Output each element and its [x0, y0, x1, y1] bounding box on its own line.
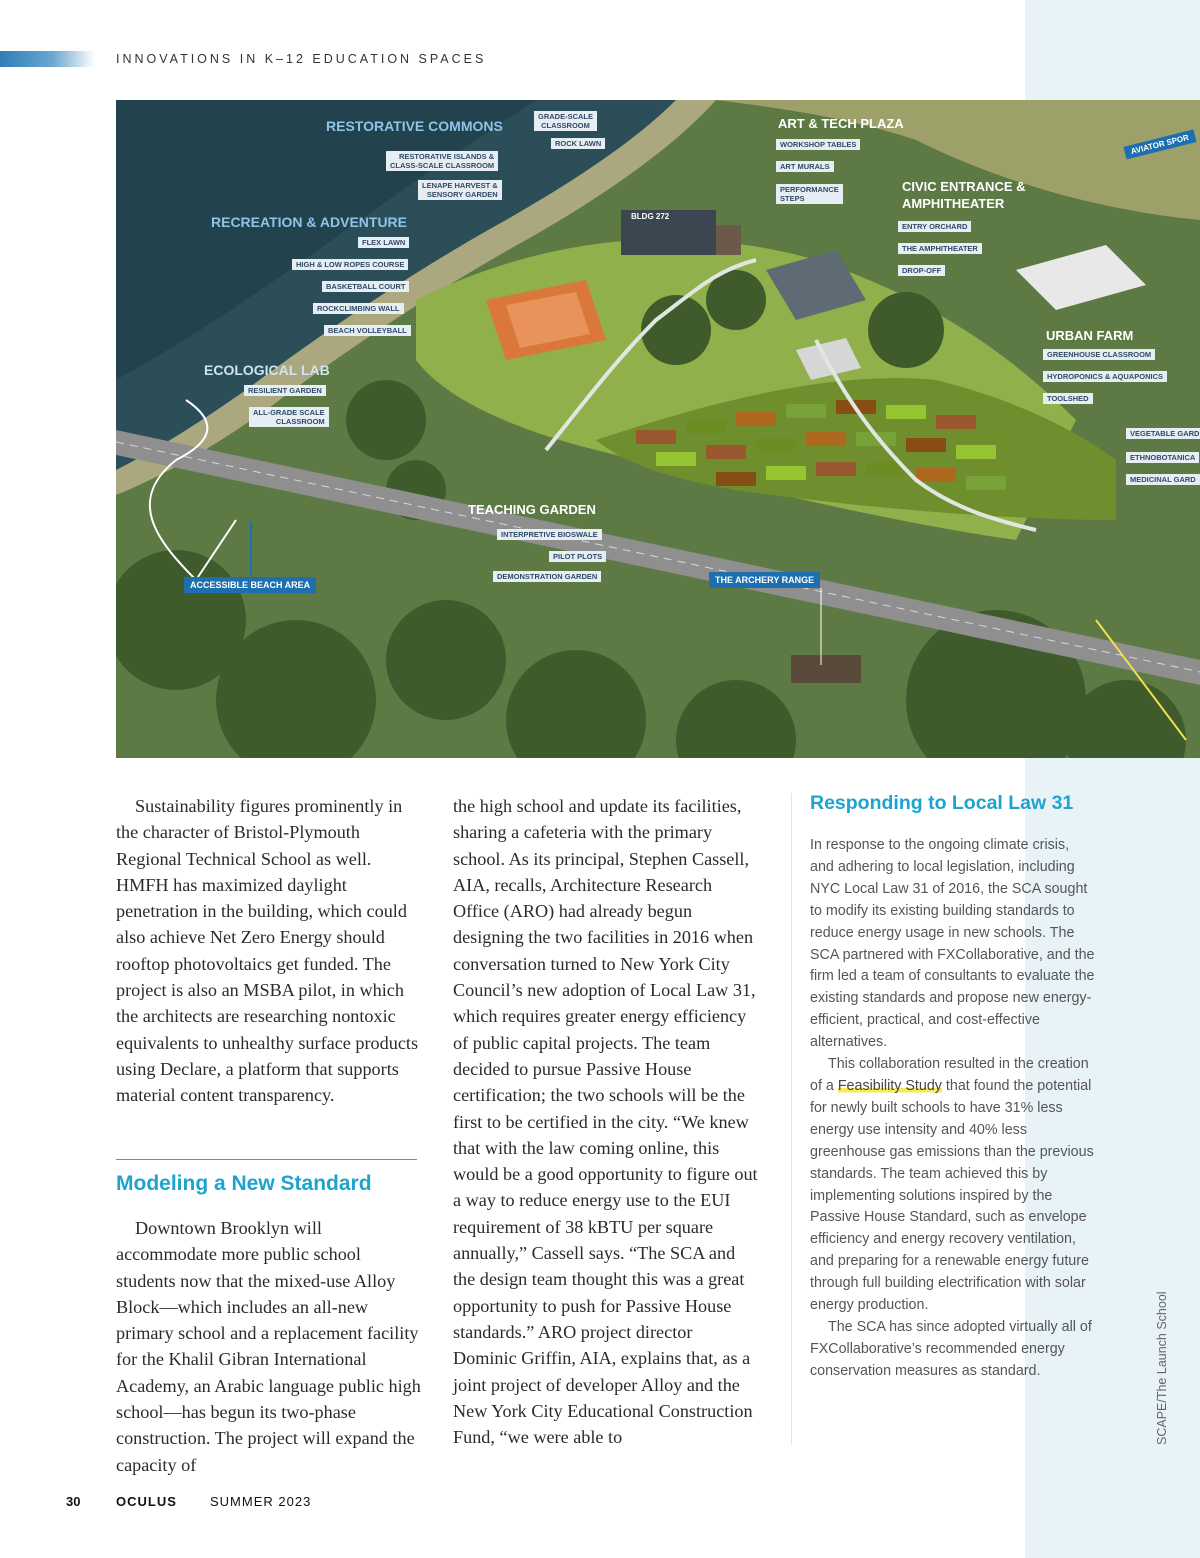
- tag-rockclimbing-wall: ROCKCLIMBING WALL: [313, 303, 404, 314]
- body-paragraph: the high school and update its facilities, sharing a cafeteria with the primary school. As its principal, Stephen Cassell, AIA, recalls, Architecture Research Office (ARO) had already begun designing the two facilities in 2016 when conversation turned to New York City Council’s new adoption of Local Law 31, which requires greater energy efficiency of public capital projects. The team decided to pursue Passive House certification; the two schools will be the first to be certified in the city. “We knew that with the law coming online, this would be a good opportunity to figure out a way to reduce energy use to the EUI requirement of 38 kBTU per square annually,” Cassell says. “The SCA and the design team thought this was a great opportunity to push for Passive House standards.” ARO project director Dominic Griffin, AIA, explains that, as a joint project of developer Alloy and the New York City Educational Construction Fund, “we were able to: [453, 796, 758, 1448]
- tag-vegetable-garden: VEGETABLE GARD: [1126, 428, 1200, 439]
- photo-credit: SCAPE/The Launch School: [1155, 1291, 1169, 1445]
- page-number: 30: [66, 1494, 81, 1509]
- tag-bldg-272: BLDG 272: [631, 212, 670, 221]
- magazine-name: OCULUS: [116, 1494, 177, 1509]
- zone-label-ecological-lab: ECOLOGICAL LAB: [204, 362, 330, 378]
- sidebar-paragraph: The SCA has since adopted virtually all of FXCollaborative’s recommended energy conservation measures as standard.: [810, 1318, 1092, 1379]
- zone-label-urban-farm: URBAN FARM: [1046, 328, 1134, 343]
- column-divider: [791, 793, 792, 1445]
- tag-accessible-beach-area: ACCESSIBLE BEACH AREA: [184, 577, 316, 593]
- tag-grade-scale-classroom: [534, 111, 597, 131]
- tag-medicinal-garden: MEDICINAL GARD: [1126, 474, 1200, 485]
- tag-performance-steps: [776, 184, 843, 204]
- zone-label-teaching-garden: TEACHING GARDEN: [468, 502, 596, 517]
- tag-text: STEPS: [780, 194, 805, 203]
- sidebar-paragraph: [810, 1054, 1095, 1317]
- tag-text: CLASSROOM: [541, 121, 590, 130]
- tag-text: LENAPE HARVEST &: [422, 181, 498, 190]
- zone-label-restorative-commons: RESTORATIVE COMMONS: [326, 118, 503, 134]
- sidebar-box: [810, 789, 1095, 1383]
- issue-date: SUMMER 2023: [210, 1494, 312, 1509]
- body-paragraph: Downtown Brooklyn will accommodate more public school students now that the mixed-use Alloy Block—which includes an all-new primary school and a replacement facility for the Khalil Gibran International Academy, an Arabic language public high school—has begun its two-phase construction. The project will expand the capacity of: [116, 1218, 421, 1475]
- zone-label-art-tech: ART & TECH PLAZA: [778, 116, 904, 131]
- tag-basketball-court: BASKETBALL COURT: [322, 281, 409, 292]
- article-column-2: [453, 793, 758, 1450]
- feasibility-study-link[interactable]: Feasibility Study: [837, 1077, 942, 1094]
- site-plan-rendering: [116, 100, 1200, 758]
- sidebar-text: This collaboration resulted in the creation of a: [810, 1056, 1089, 1094]
- tag-entry-orchard: ENTRY ORCHARD: [898, 221, 971, 232]
- tag-all-grade-classroom: [249, 407, 329, 427]
- tag-pilot-plots: PILOT PLOTS: [549, 551, 606, 562]
- section-heading: Modeling a New Standard: [116, 1172, 372, 1195]
- body-paragraph: Sustainability figures prominently in the character of Bristol-Plymouth Regional Technical School as well. HMFH has maximized daylight penetration in the building, which could also achieve Net Zero Energy should rooftop photovoltaics get funded. The project is also an MSBA pilot, in which the architects are researching nontoxic equivalents to unhealthy surface products using Declare, a platform that supports material content transparency.: [116, 796, 419, 1106]
- tag-drop-off: DROP-OFF: [898, 265, 945, 276]
- sidebar-text: that found the potential for newly built schools to have 31% less energy use intensity and 40% less greenhouse gas emissions than the previous standards. The team achieved this by implementing solutions inspired by the Passive House Standard, such as envelope efficiency and energy recovery ventilation, and preparing for a renewable energy future through full building electrification with solar energy production.: [810, 1077, 1094, 1314]
- sidebar-body: [810, 835, 1095, 1383]
- section-divider: [116, 1159, 417, 1160]
- sidebar-heading: Responding to Local Law 31: [810, 792, 1074, 814]
- tag-beach-volleyball: BEACH VOLLEYBALL: [324, 325, 411, 336]
- tag-text: CLASS-SCALE CLASSROOM: [390, 161, 495, 170]
- zone-label-recreation: RECREATION & ADVENTURE: [211, 214, 408, 230]
- zone-label-amphitheater: AMPHITHEATER: [902, 196, 1005, 211]
- header-accent-bar: [0, 51, 95, 67]
- tag-resilient-garden: RESILIENT GARDEN: [244, 385, 326, 396]
- tag-aviator-sports: AVIATOR SPOR: [1123, 130, 1196, 160]
- tag-text: SENSORY GARDEN: [426, 190, 498, 199]
- tag-greenhouse-classroom: GREENHOUSE CLASSROOM: [1043, 349, 1155, 360]
- tag-restorative-islands: [386, 151, 498, 171]
- tag-archery-range: THE ARCHERY RANGE: [709, 572, 820, 588]
- tag-lenape-harvest: [418, 180, 502, 200]
- zone-label-civic-entrance: CIVIC ENTRANCE &: [902, 179, 1026, 194]
- tag-art-murals: ART MURALS: [776, 161, 834, 172]
- tag-text: RESTORATIVE ISLANDS &: [399, 152, 495, 161]
- tag-demonstration-garden: DEMONSTRATION GARDEN: [493, 571, 601, 582]
- tag-interpretive-bioswale: INTERPRETIVE BIOSWALE: [497, 529, 602, 540]
- tag-text: GRADE-SCALE: [538, 112, 594, 121]
- tag-text: ALL-GRADE SCALE: [253, 408, 325, 417]
- tag-workshop-tables: WORKSHOP TABLES: [776, 139, 860, 150]
- tag-flex-lawn: FLEX LAWN: [358, 237, 409, 248]
- tag-ethnobotanical: ETHNOBOTANICA: [1126, 452, 1199, 463]
- running-head: INNOVATIONS IN K–12 EDUCATION SPACES: [116, 52, 487, 66]
- article-column-1: [116, 793, 421, 1109]
- tag-rock-lawn: ROCK LAWN: [551, 138, 605, 149]
- tag-toolshed: TOOLSHED: [1043, 393, 1093, 404]
- tag-hydroponics: HYDROPONICS & AQUAPONICS: [1043, 371, 1167, 382]
- tag-ropes-course: HIGH & LOW ROPES COURSE: [292, 259, 408, 270]
- article-column-1-continued: [116, 1215, 421, 1478]
- tag-text: PERFORMANCE: [780, 185, 839, 194]
- sidebar-paragraph: In response to the ongoing climate crisis, and adhering to local legislation, including NYC Local Law 31 of 2016, the SCA sought to modify its existing building standards to reduce energy usage in new schools. The SCA partnered with FXCollaborative, and the firm led a team of consultants to evaluate the existing standards and propose new energy-efficient, practical, and cost-effective alternatives.: [810, 837, 1095, 1051]
- tag-text: CLASSROOM: [275, 417, 325, 426]
- tag-the-amphitheater: THE AMPHITHEATER: [898, 243, 982, 254]
